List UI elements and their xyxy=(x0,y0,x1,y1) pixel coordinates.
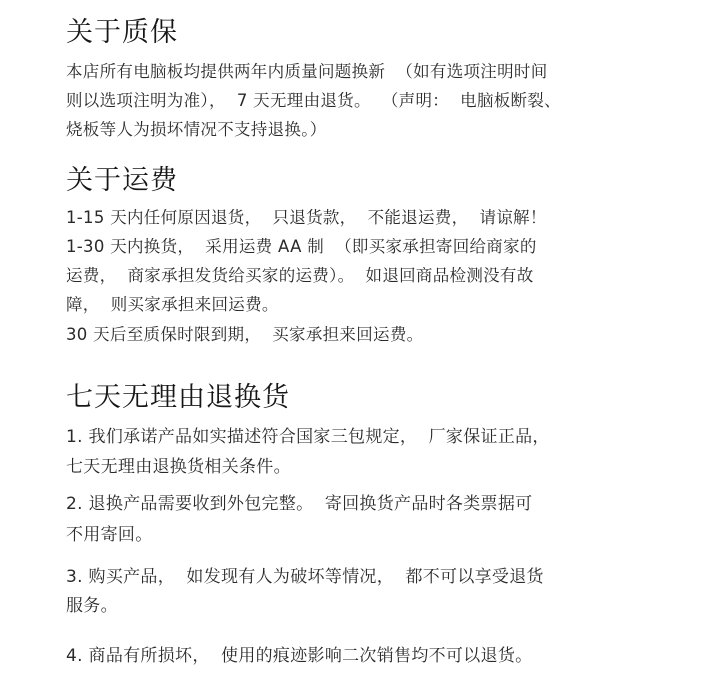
shipping-text-line-1: 1-15 天内任何原因退货， 只退货款， 不能退运费， 请谅解！ xyxy=(66,208,547,227)
shipping-text-line-2: 1-30 天内换货， 采用运费 AA 制 （即买家承担寄回给商家的 xyxy=(66,237,537,256)
shipping-text-line-3: 运费， 商家承担发货给买家的运费）。 如退回商品检测没有故 xyxy=(66,266,534,285)
return-item-2-line-2: 不用寄回。 xyxy=(66,525,153,545)
return-item-1-line-1: 1. 我们承诺产品如实描述符合国家三包规定， 厂家保证正品， xyxy=(66,427,550,447)
heading-shipping: 关于运费 xyxy=(66,165,178,196)
return-item-1-line-2: 七天无理由退换货相关条件。 xyxy=(66,457,291,477)
heading-warranty: 关于质保 xyxy=(66,17,178,48)
shipping-text-line-4: 障， 则买家承担来回运费。 xyxy=(66,295,279,314)
return-item-3-line-1: 3. 购买产品， 如发现有人为破坏等情况， 都不可以享受退货 xyxy=(66,567,544,587)
return-item-4-line-1: 4. 商品有所损坏， 使用的痕迹影响二次销售均不可以退货。 xyxy=(66,646,533,666)
warranty-text-line-3: 烧板等人为损坏情况不支持退换。） xyxy=(66,120,327,139)
shipping-text-line-5: 30 天后至质保时限到期， 买家承担来回运费。 xyxy=(66,325,424,344)
warranty-text-line-2: 则以选项注明为准）， 7 天无理由退货。 （声明： 电脑板断裂、 xyxy=(66,91,561,110)
return-item-3-line-2: 服务。 xyxy=(66,596,118,616)
warranty-text-line-1: 本店所有电脑板均提供两年内质量问题换新 （如有选项注明时间 xyxy=(66,62,548,81)
heading-seven-day-return: 七天无理由退换货 xyxy=(66,382,290,413)
return-item-2-line-1: 2. 退换产品需要收到外包完整。 寄回换货产品时各类票据可 xyxy=(66,494,533,514)
